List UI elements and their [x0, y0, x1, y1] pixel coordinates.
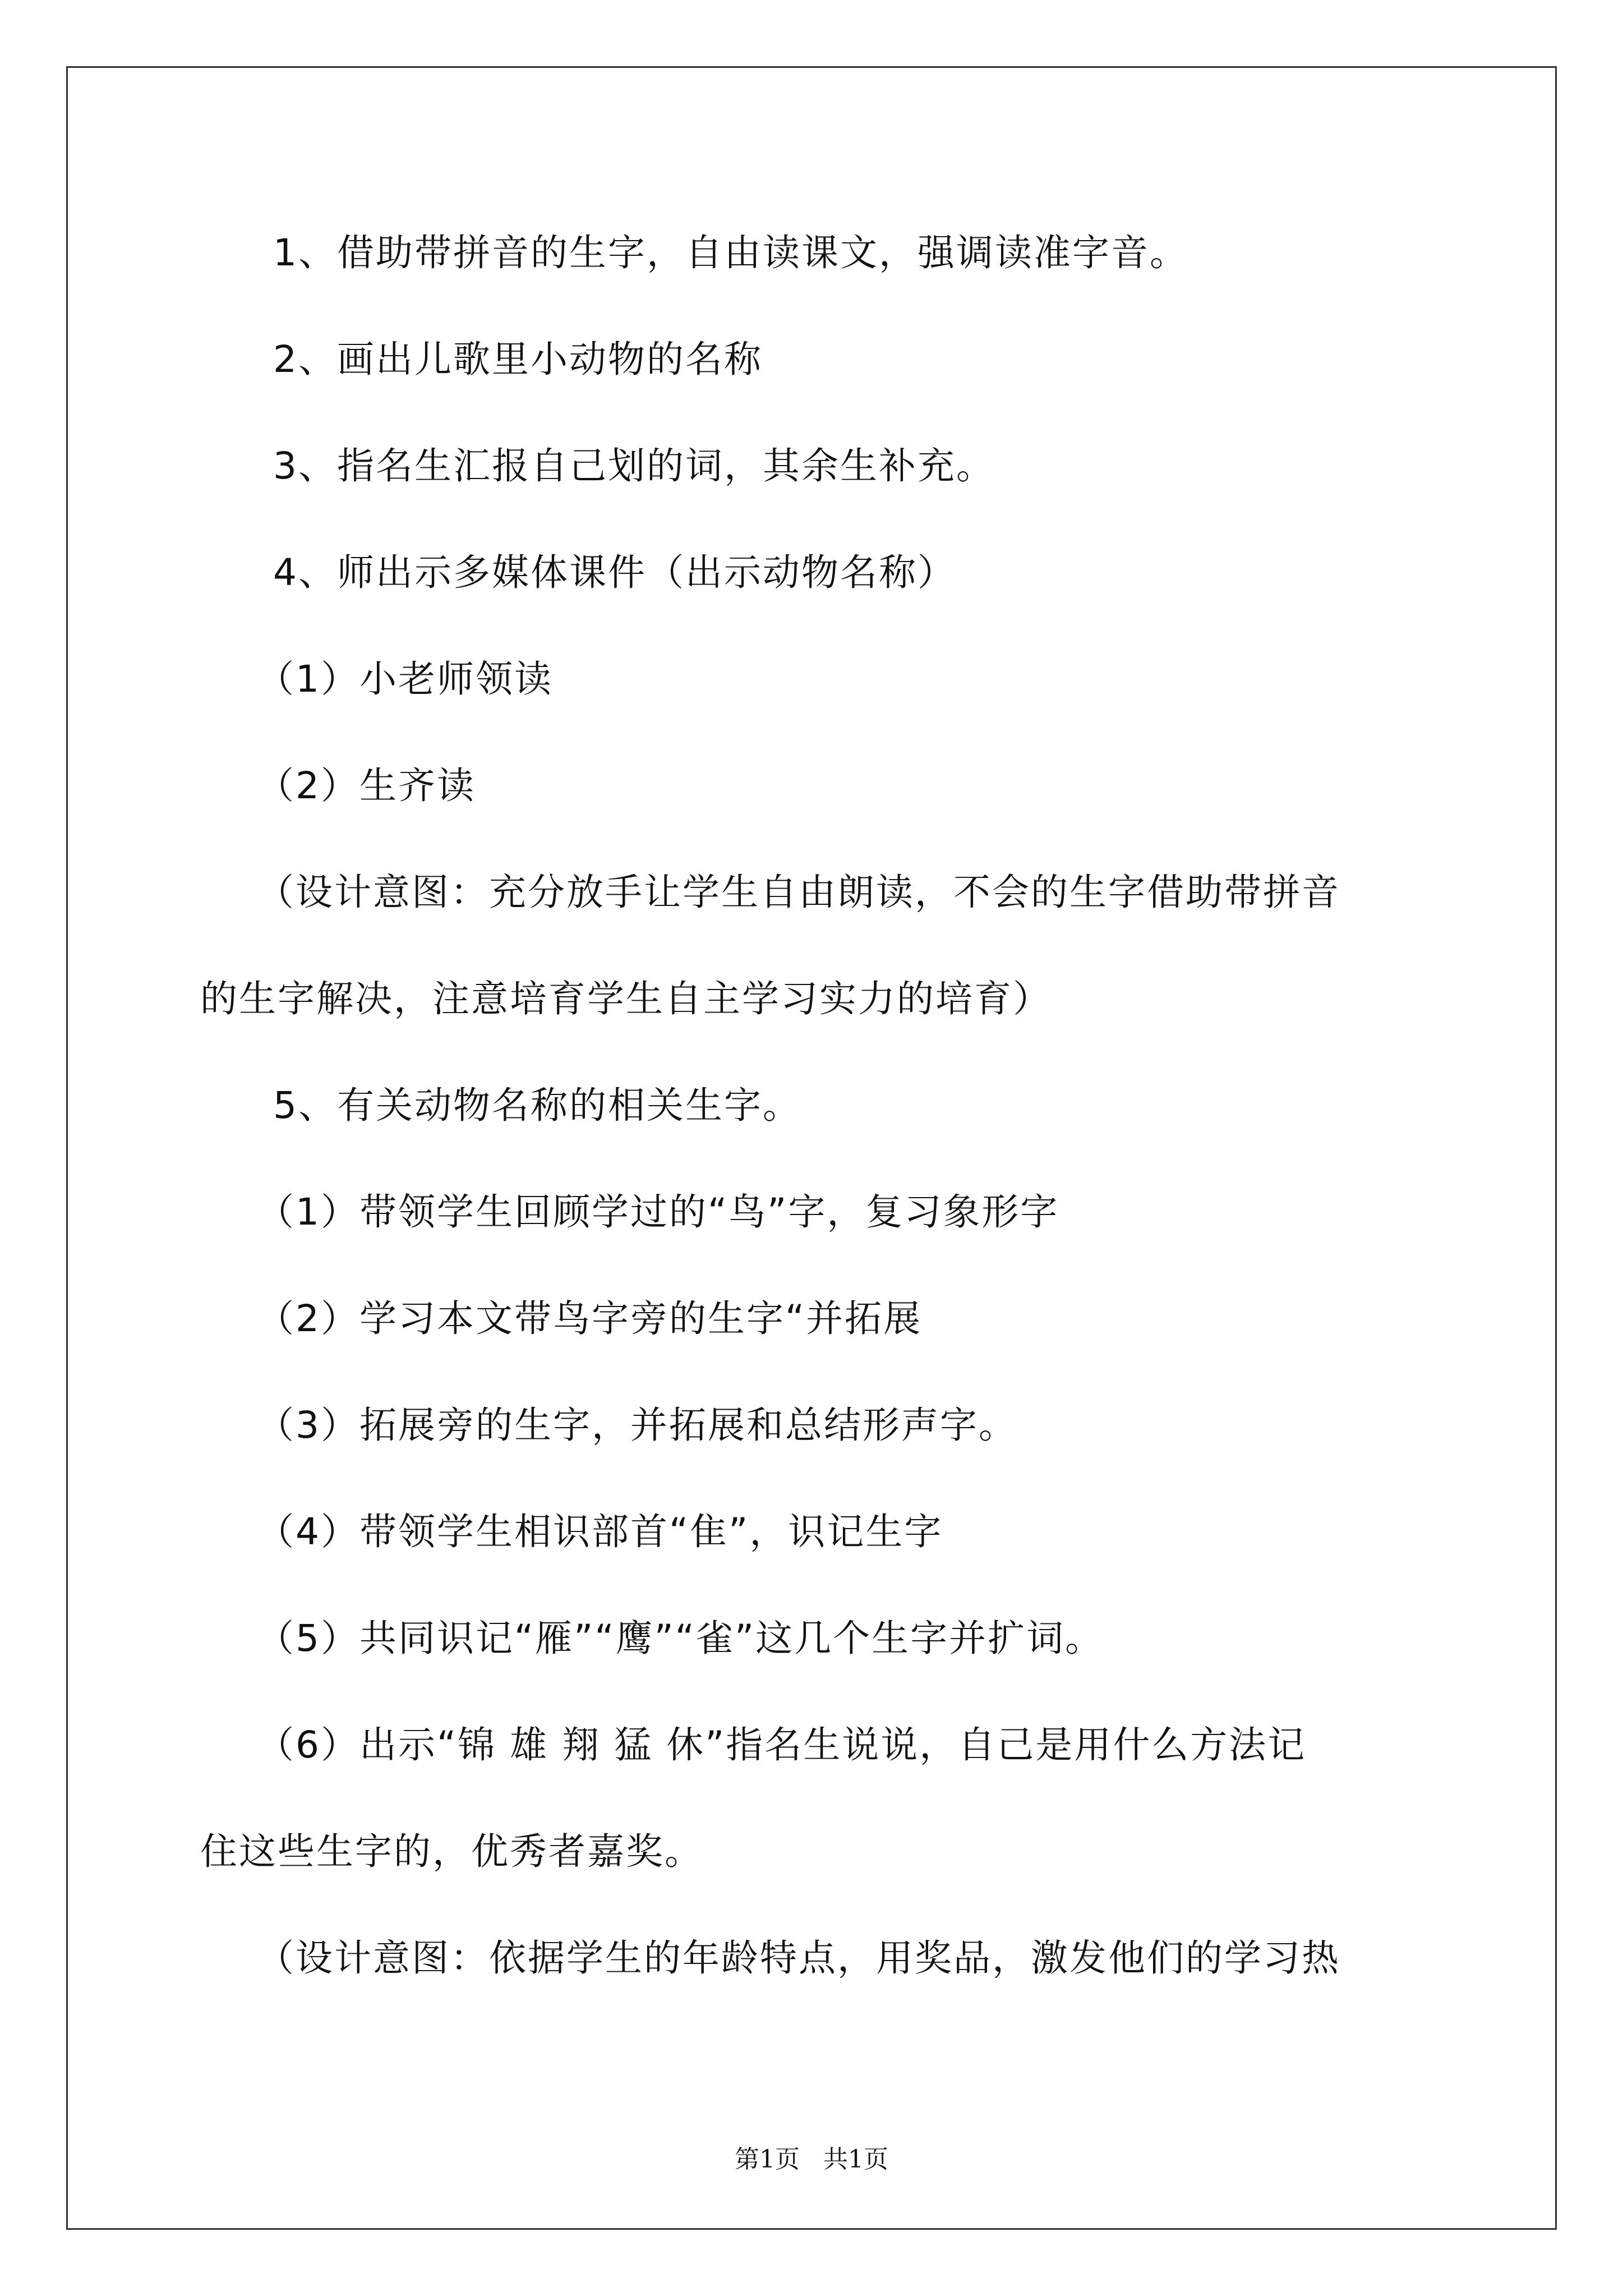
paragraph: （6）出示“锦 雄 翔 猛 休”指名生说说，自己是用什么方法记 — [257, 1723, 1307, 1766]
paragraph: （2）学习本文带鸟字旁的生字“并拓展 — [257, 1297, 923, 1340]
paragraph: （设计意图：充分放手让学生自由朗读，不会的生字借助带拼音 — [257, 871, 1340, 914]
page-footer: 第1页 共1页 — [735, 2145, 888, 2174]
paragraph: 2、画出儿歌里小动物的名称 — [273, 338, 763, 381]
paragraph: （5）共同识记“雁”“鹰”“雀”这几个生字并扩词。 — [257, 1617, 1104, 1660]
paragraph: （3）拓展旁的生字，并拓展和总结形声字。 — [257, 1404, 1017, 1447]
paragraph: 1、借助带拼音的生字，自由读课文，强调读准字音。 — [273, 231, 1188, 274]
paragraph: （2）生齐读 — [257, 764, 476, 807]
paragraph: 住这些生字的，优秀者嘉奖。 — [200, 1830, 703, 1873]
paragraph: （1）带领学生回顾学过的“鸟”字，复习象形字 — [257, 1190, 1059, 1234]
paragraph: （4）带领学生相识部首“隹”，识记生字 — [257, 1510, 943, 1553]
page-border — [66, 66, 1557, 2230]
paragraph: 的生字解决，注意培育学生自主学习实力的培育） — [200, 977, 1052, 1020]
paragraph: （1）小老师领读 — [257, 657, 553, 701]
paragraph: 3、指名生汇报自己划的词，其余生补充。 — [273, 444, 995, 487]
paragraph: （设计意图：依据学生的年龄特点，用奖品，激发他们的学习热 — [257, 1936, 1340, 1980]
paragraph: 5、有关动物名称的相关生字。 — [273, 1084, 801, 1127]
paragraph: 4、师出示多媒体课件（出示动物名称） — [273, 551, 956, 594]
